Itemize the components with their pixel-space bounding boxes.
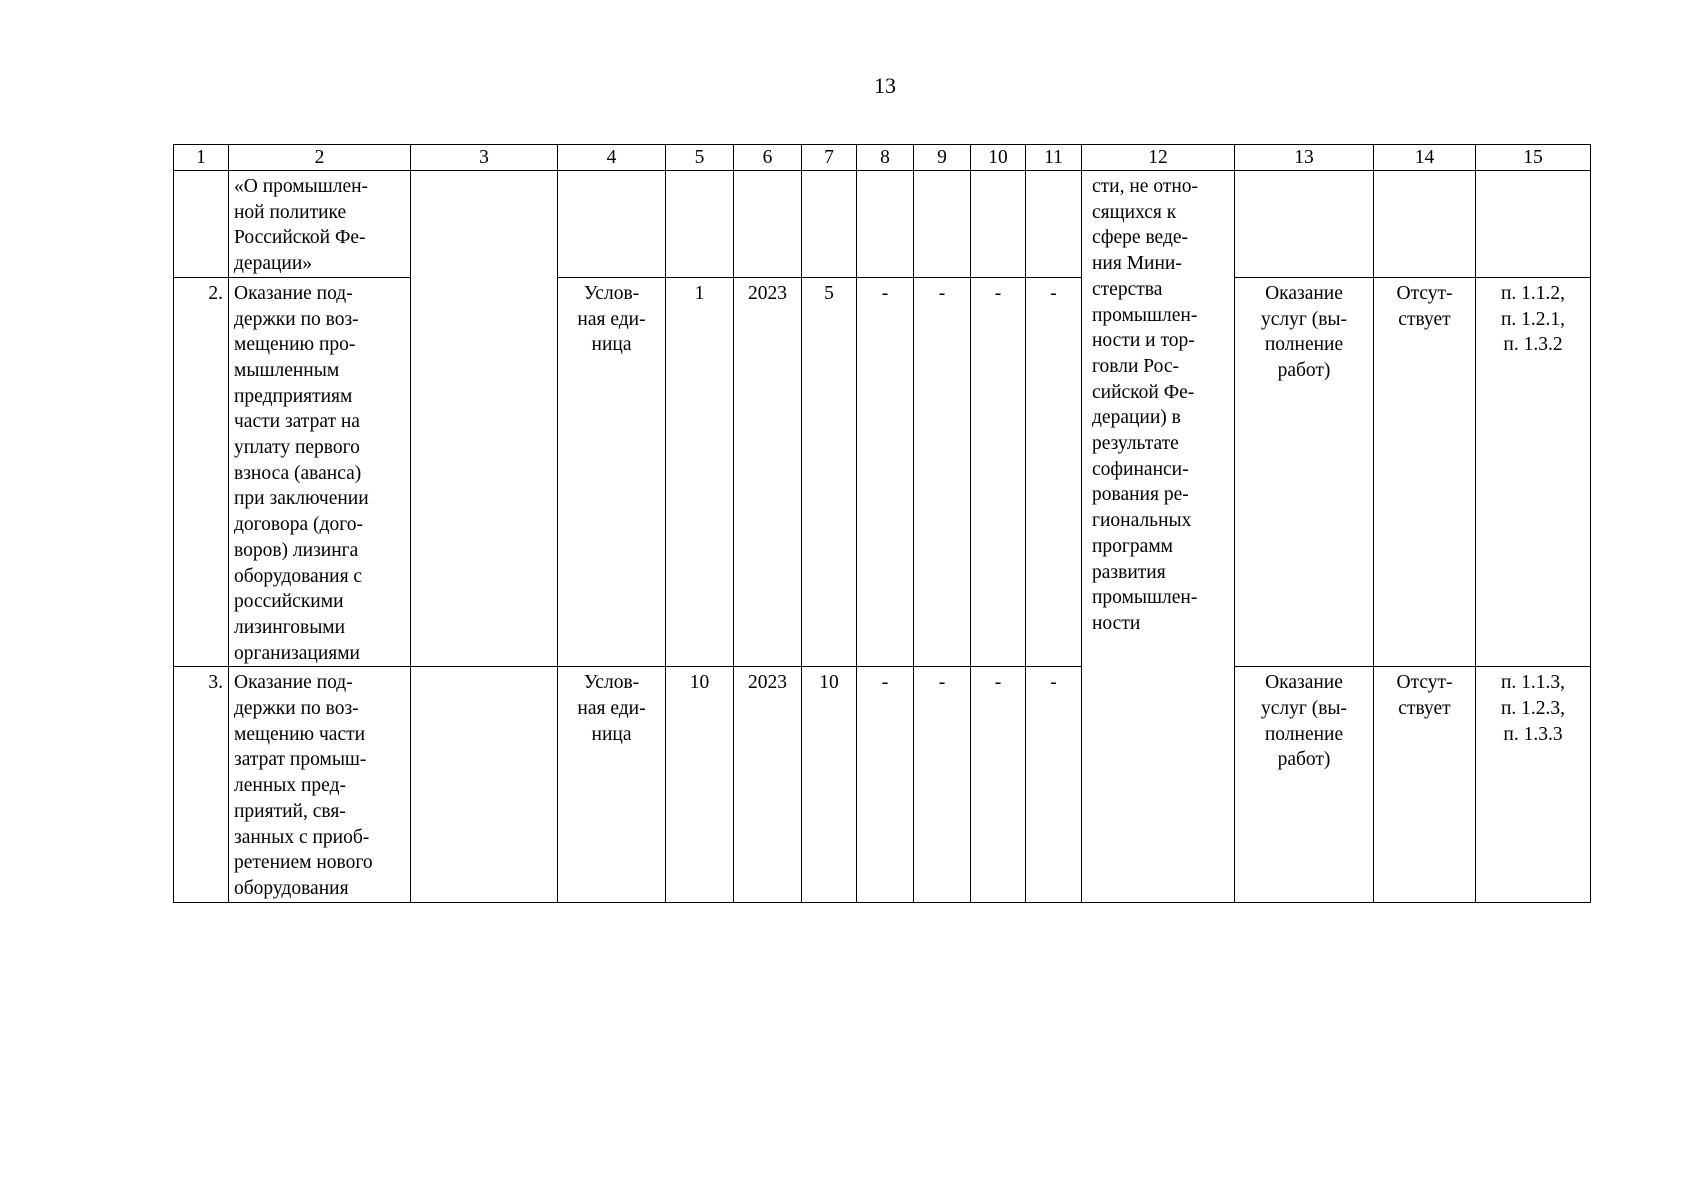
row-name-cell: Оказание под- держки по воз- мещению про- мышленным предприятиям части затрат на уплату первого взноса (аванса) при заключении договора (дого- воров) лизинга оборудования с российскими лизинговыми организациями	[229, 277, 411, 667]
header-cell: 4	[558, 145, 666, 171]
header-cell: 2	[229, 145, 411, 171]
col10-cell: -	[971, 277, 1026, 667]
col9-cell	[914, 171, 971, 278]
col6-cell: 2023	[734, 667, 802, 902]
header-cell: 13	[1235, 145, 1374, 171]
col13-cell: Оказание услуг (вы- полнение работ)	[1235, 277, 1374, 667]
indicators-table	[173, 144, 1591, 903]
header-cell: 7	[802, 145, 857, 171]
col13-cell	[1235, 171, 1374, 278]
col14-cell: Отсут- ствует	[1374, 277, 1476, 667]
table-row	[174, 171, 1591, 278]
col15-cell: п. 1.1.2, п. 1.2.1, п. 1.3.2	[1476, 277, 1591, 667]
col9-cell: -	[914, 277, 971, 667]
col3-cell	[411, 667, 558, 902]
col8-cell: -	[857, 667, 914, 902]
unit-cell: Услов- ная еди- ница	[558, 667, 666, 902]
header-cell: 11	[1026, 145, 1082, 171]
header-cell: 9	[914, 145, 971, 171]
col7-cell	[802, 171, 857, 278]
col5-cell	[666, 171, 734, 278]
header-cell: 1	[174, 145, 229, 171]
header-cell: 3	[411, 145, 558, 171]
row-number-cell: 3.	[174, 667, 229, 902]
col8-cell: -	[857, 277, 914, 667]
col10-cell	[971, 171, 1026, 278]
col6-cell: 2023	[734, 277, 802, 667]
header-cell: 12	[1082, 145, 1235, 171]
col6-cell	[734, 171, 802, 278]
header-cell: 10	[971, 145, 1026, 171]
col7-cell: 5	[802, 277, 857, 667]
row-number-cell	[174, 171, 229, 278]
col10-cell: -	[971, 667, 1026, 902]
header-cell: 14	[1374, 145, 1476, 171]
col12-merged-cell: сти, не отно- сящихся к сфере веде- ния Мини- стерства промышлен- ности и тор- говли Рос- сийской Фе- дерации) в результате софинанси- рования ре- гиональных программ развития промышлен- ности	[1082, 171, 1235, 903]
col9-cell: -	[914, 667, 971, 902]
col3-cell	[411, 171, 558, 667]
col15-cell: п. 1.1.3, п. 1.2.3, п. 1.3.3	[1476, 667, 1591, 902]
table-row	[174, 667, 1591, 902]
row-name-cell: Оказание под- держки по воз- мещению части затрат промыш- ленных пред- приятий, свя- занных с приоб- ретением нового оборудования	[229, 667, 411, 902]
col15-cell	[1476, 171, 1591, 278]
header-cell: 6	[734, 145, 802, 171]
col5-cell: 10	[666, 667, 734, 902]
col13-cell: Оказание услуг (вы- полнение работ)	[1235, 667, 1374, 902]
row-number-cell: 2.	[174, 277, 229, 667]
col14-cell	[1374, 171, 1476, 278]
header-cell: 8	[857, 145, 914, 171]
col11-cell: -	[1026, 667, 1082, 902]
col11-cell: -	[1026, 277, 1082, 667]
table-header-row	[174, 145, 1591, 171]
row-name-cell: «О промышлен- ной политике Российской Фе- дерации»	[229, 171, 411, 278]
unit-cell: Услов- ная еди- ница	[558, 277, 666, 667]
header-cell: 5	[666, 145, 734, 171]
col8-cell	[857, 171, 914, 278]
col4-cell	[558, 171, 666, 278]
col5-cell: 1	[666, 277, 734, 667]
col7-cell: 10	[802, 667, 857, 902]
page-number: 13	[874, 73, 896, 98]
col11-cell	[1026, 171, 1082, 278]
col14-cell: Отсут- ствует	[1374, 667, 1476, 902]
table-row	[174, 277, 1591, 667]
header-cell: 15	[1476, 145, 1591, 171]
